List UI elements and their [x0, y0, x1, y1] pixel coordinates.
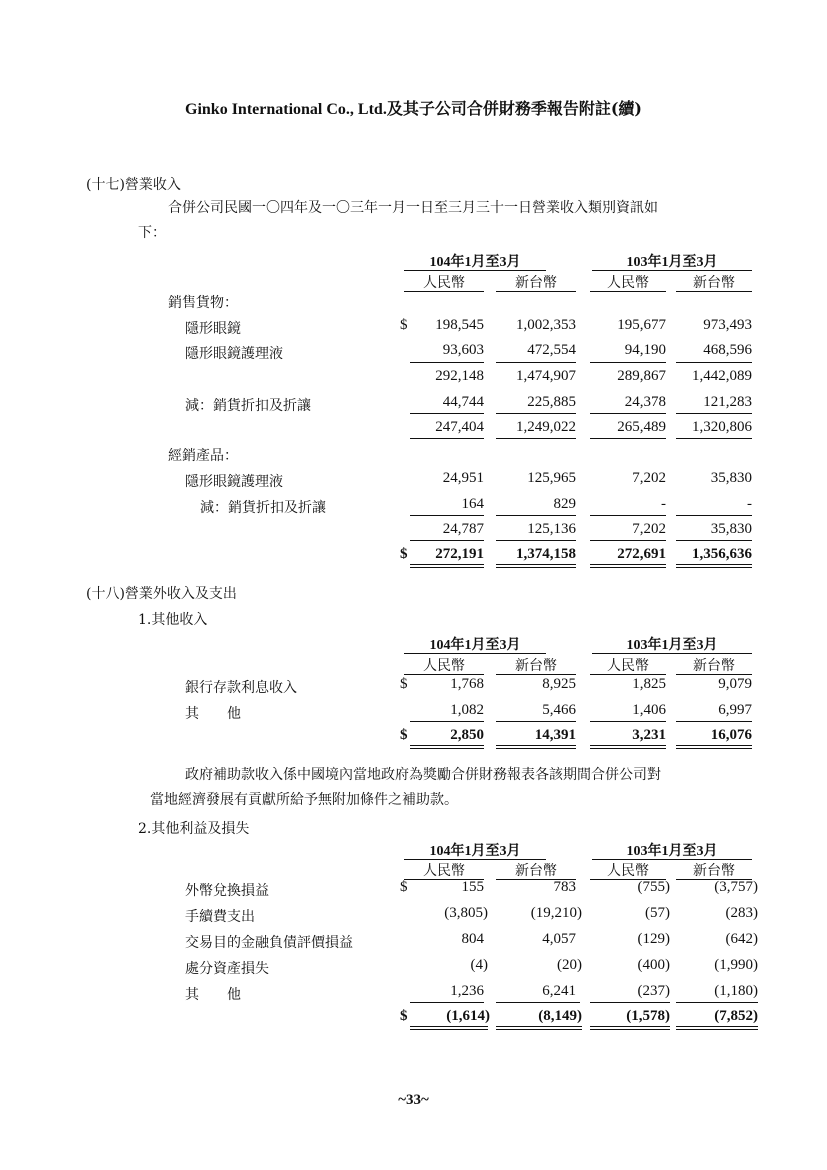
s18b-row-value: (4)	[470, 957, 488, 973]
s17-hdr-rule-4	[676, 291, 752, 292]
underline	[496, 515, 576, 516]
double-underline	[676, 564, 752, 568]
underline	[410, 362, 484, 363]
s18b-total-value: (1,578)	[626, 1008, 670, 1024]
underline	[496, 413, 576, 414]
s17-row-value: 289,867	[617, 368, 666, 384]
s18-period-104-rule	[404, 653, 546, 654]
s17-row-value: 247,404	[435, 419, 484, 435]
s17-row-value: 1,474,907	[516, 368, 576, 384]
s17-row-label: 減：銷貨折扣及折讓	[200, 500, 326, 516]
s17-total-value: 272,191	[435, 546, 484, 562]
s17-row-value: 164	[461, 496, 484, 512]
s18b-row-value: (3,757)	[714, 879, 758, 895]
s18b-hdr-ntd-104: 新台幣	[515, 863, 557, 879]
s18b-row-value: (755)	[637, 879, 670, 895]
double-underline	[590, 564, 666, 568]
underline	[676, 515, 752, 516]
s18-total-value: 3,231	[632, 727, 666, 743]
s18b-row-value: 4,057	[542, 931, 576, 947]
underline	[590, 438, 666, 439]
s17-hdr-rule-2	[496, 291, 576, 292]
underline	[590, 515, 666, 516]
underline	[590, 540, 666, 541]
s18b-row-value: (19,210)	[530, 905, 582, 921]
section-18-heading: (十八)營業外收入及支出	[86, 586, 237, 602]
s17-row-label: 隱形眼鏡護理液	[185, 346, 283, 362]
s18b-row-label: 處分資產損失	[185, 961, 269, 977]
double-underline	[410, 564, 484, 568]
underline	[496, 540, 576, 541]
underline	[410, 721, 484, 722]
s18b-row-value: (1,180)	[714, 983, 758, 999]
s17-total-value: 1,356,636	[692, 546, 752, 562]
s17-row-value: 7,202	[632, 521, 666, 537]
s18-row-value: 9,079	[718, 676, 752, 692]
s17-row-value: 93,603	[442, 342, 484, 358]
s17-row-value: 35,830	[710, 521, 752, 537]
s17-total-dollar: $	[400, 546, 408, 562]
s18b-row-value: (20)	[557, 957, 582, 973]
s18b-row-label: 其 他	[185, 987, 241, 1003]
underline	[676, 721, 752, 722]
s18b-row-value: 783	[553, 879, 576, 895]
s18b-row-value: (57)	[645, 905, 670, 921]
s18-row-value: 1,768	[450, 676, 484, 692]
s17-row-value: 1,002,353	[516, 317, 576, 333]
underline	[590, 1002, 670, 1003]
section-17-heading: (十七)營業收入	[86, 177, 181, 193]
s17-row-dollar: $	[400, 317, 408, 333]
s17-row-value: 973,493	[703, 317, 752, 333]
underline	[410, 413, 484, 414]
s17-row-value: 24,951	[442, 470, 484, 486]
s17-row-value: 472,554	[527, 342, 576, 358]
s17-period-104-rule	[404, 270, 546, 271]
underline	[676, 540, 752, 541]
section-17-intro-1: 合併公司民國一〇四年及一〇三年一月一日至三月三十一日營業收入類別資訊如	[168, 200, 658, 216]
double-underline	[410, 745, 484, 749]
s18b-hdr-rmb-103: 人民幣	[607, 863, 649, 879]
s18b-period-103: 103年1月至3月	[626, 844, 718, 859]
s18b-row-value: (400)	[637, 957, 670, 973]
s18b-row-value: (237)	[637, 983, 670, 999]
s18b-row-value: (3,805)	[444, 905, 488, 921]
s18-period-103-rule	[592, 653, 752, 654]
s18-total-value: 16,076	[710, 727, 752, 743]
s18b-total-value: (1,614)	[446, 1008, 490, 1024]
s17-period-103: 103年1月至3月	[626, 255, 718, 270]
s17-row-value: 1,320,806	[692, 419, 752, 435]
s17-hdr-rmb-103: 人民幣	[607, 275, 649, 291]
s18-row-value: 6,997	[718, 702, 752, 718]
underline	[496, 1002, 580, 1003]
s17-row-value: 125,136	[527, 521, 576, 537]
underline	[496, 362, 576, 363]
s17-row-value: 121,283	[703, 394, 752, 410]
underline	[410, 438, 484, 439]
s18b-row-label: 手續費支出	[185, 909, 255, 925]
title-suffix: 及其子公司合併財務季報告附註(續)	[386, 99, 642, 118]
page-number: ~33~	[398, 1092, 429, 1108]
s18-hdr-rule	[676, 674, 752, 675]
s18b-row-label: 交易目的金融負債評價損益	[185, 935, 353, 951]
s18-total-dollar: $	[400, 727, 408, 743]
s18-hdr-rule	[404, 674, 484, 675]
s17-row-label: 減：銷貨折扣及折讓	[185, 398, 311, 414]
double-underline	[496, 745, 576, 749]
s18b-row-value: 1,236	[450, 983, 484, 999]
underline	[676, 1002, 758, 1003]
s17-row-value: 125,965	[527, 470, 576, 486]
page-title	[0, 96, 827, 119]
section-17-intro-2: 下：	[138, 225, 166, 241]
s18-period-104: 104年1月至3月	[429, 638, 521, 653]
underline	[410, 540, 484, 541]
underline	[676, 413, 752, 414]
s18-row-label: 銀行存款利息收入	[185, 680, 297, 696]
s17-period-104: 104年1月至3月	[429, 255, 521, 270]
s17-hdr-rule-3	[590, 291, 666, 292]
underline	[590, 362, 666, 363]
s18-period-103: 103年1月至3月	[626, 638, 718, 653]
s17-row-value: -	[747, 496, 752, 512]
s17-row-value: 94,190	[624, 342, 666, 358]
s18-row-label: 其 他	[185, 706, 241, 722]
s18b-hdr-ntd-103: 新台幣	[693, 863, 735, 879]
s17-period-103-rule	[592, 270, 752, 271]
underline	[590, 721, 666, 722]
s17-row-value: -	[661, 496, 666, 512]
s17-row-value: 829	[553, 496, 576, 512]
s17-row-value: 7,202	[632, 470, 666, 486]
s17-row-label: 隱形眼鏡護理液	[185, 474, 283, 490]
s17-row-value: 292,148	[435, 368, 484, 384]
s18b-row-value: 804	[461, 931, 484, 947]
s17-dist-label: 經銷產品：	[168, 448, 238, 464]
s18-note-1: 政府補助款收入係中國境內當地政府為獎勵合併財務報表各該期間合併公司對	[185, 767, 661, 783]
underline	[676, 438, 752, 439]
s18-row-value: 8,925	[542, 676, 576, 692]
s17-row-value: 24,787	[442, 521, 484, 537]
s17-hdr-ntd-104: 新台幣	[515, 275, 557, 291]
s18-hdr-rule	[496, 674, 576, 675]
s18-row-value: 1,082	[450, 702, 484, 718]
s17-row-value: 195,677	[617, 317, 666, 333]
s18-hdr-ntd-103: 新台幣	[693, 658, 735, 674]
underline	[410, 1002, 484, 1003]
section-18-sub2: 2.其他利益及損失	[138, 821, 250, 837]
double-underline	[676, 1026, 758, 1030]
s18b-row-value: 155	[461, 879, 484, 895]
double-underline	[590, 1026, 670, 1030]
s18-total-value: 2,850	[450, 727, 484, 743]
s17-row-value: 265,489	[617, 419, 666, 435]
s18b-total-dollar: $	[400, 1008, 408, 1024]
s18-row-value: 1,406	[632, 702, 666, 718]
s18b-row-label: 外幣兌換損益	[185, 883, 269, 899]
s17-hdr-rule-1	[404, 291, 484, 292]
s17-row-value: 225,885	[527, 394, 576, 410]
s18b-row-value: (283)	[725, 905, 758, 921]
s17-row-value: 44,744	[442, 394, 484, 410]
underline	[496, 438, 576, 439]
double-underline	[496, 564, 576, 568]
s17-goods-label: 銷售貨物：	[168, 295, 238, 311]
s17-total-value: 272,691	[617, 546, 666, 562]
s18-row-value: 1,825	[632, 676, 666, 692]
s18-note-2: 當地經濟發展有貢獻所給予無附加條件之補助款。	[150, 792, 458, 808]
s18b-row-dollar: $	[400, 879, 408, 895]
underline	[410, 515, 484, 516]
s18b-row-value: (1,990)	[714, 957, 758, 973]
s18-row-dollar: $	[400, 676, 408, 692]
double-underline	[410, 1026, 488, 1030]
s18b-row-value: (129)	[637, 931, 670, 947]
title-company: Ginko International Co., Ltd.	[185, 101, 387, 118]
s17-row-value: 468,596	[703, 342, 752, 358]
s18b-total-value: (7,852)	[714, 1008, 758, 1024]
s18-row-value: 5,466	[542, 702, 576, 718]
underline	[676, 362, 752, 363]
s17-row-value: 1,249,022	[516, 419, 576, 435]
double-underline	[590, 745, 666, 749]
s18-hdr-rmb-104: 人民幣	[423, 658, 465, 674]
s18-hdr-ntd-104: 新台幣	[515, 658, 557, 674]
section-18-sub1: 1.其他收入	[138, 612, 208, 628]
s18-hdr-rmb-103: 人民幣	[607, 658, 649, 674]
underline	[496, 721, 576, 722]
s17-row-value: 24,378	[624, 394, 666, 410]
s17-total-value: 1,374,158	[516, 546, 576, 562]
s17-hdr-ntd-103: 新台幣	[693, 275, 735, 291]
s17-row-label: 隱形眼鏡	[185, 321, 241, 337]
s18-total-value: 14,391	[534, 727, 576, 743]
double-underline	[496, 1026, 582, 1030]
s18b-row-value: (642)	[725, 931, 758, 947]
s18b-hdr-rmb-104: 人民幣	[423, 863, 465, 879]
s17-row-value: 35,830	[710, 470, 752, 486]
s18b-total-value: (8,149)	[538, 1008, 582, 1024]
s18b-period-104: 104年1月至3月	[429, 844, 521, 859]
s18b-row-value: 6,241	[542, 983, 576, 999]
s18-hdr-rule	[590, 674, 666, 675]
double-underline	[676, 745, 752, 749]
s17-row-value: 1,442,089	[692, 368, 752, 384]
s17-row-value: 198,545	[435, 317, 484, 333]
s17-hdr-rmb-104: 人民幣	[423, 275, 465, 291]
underline	[590, 413, 666, 414]
